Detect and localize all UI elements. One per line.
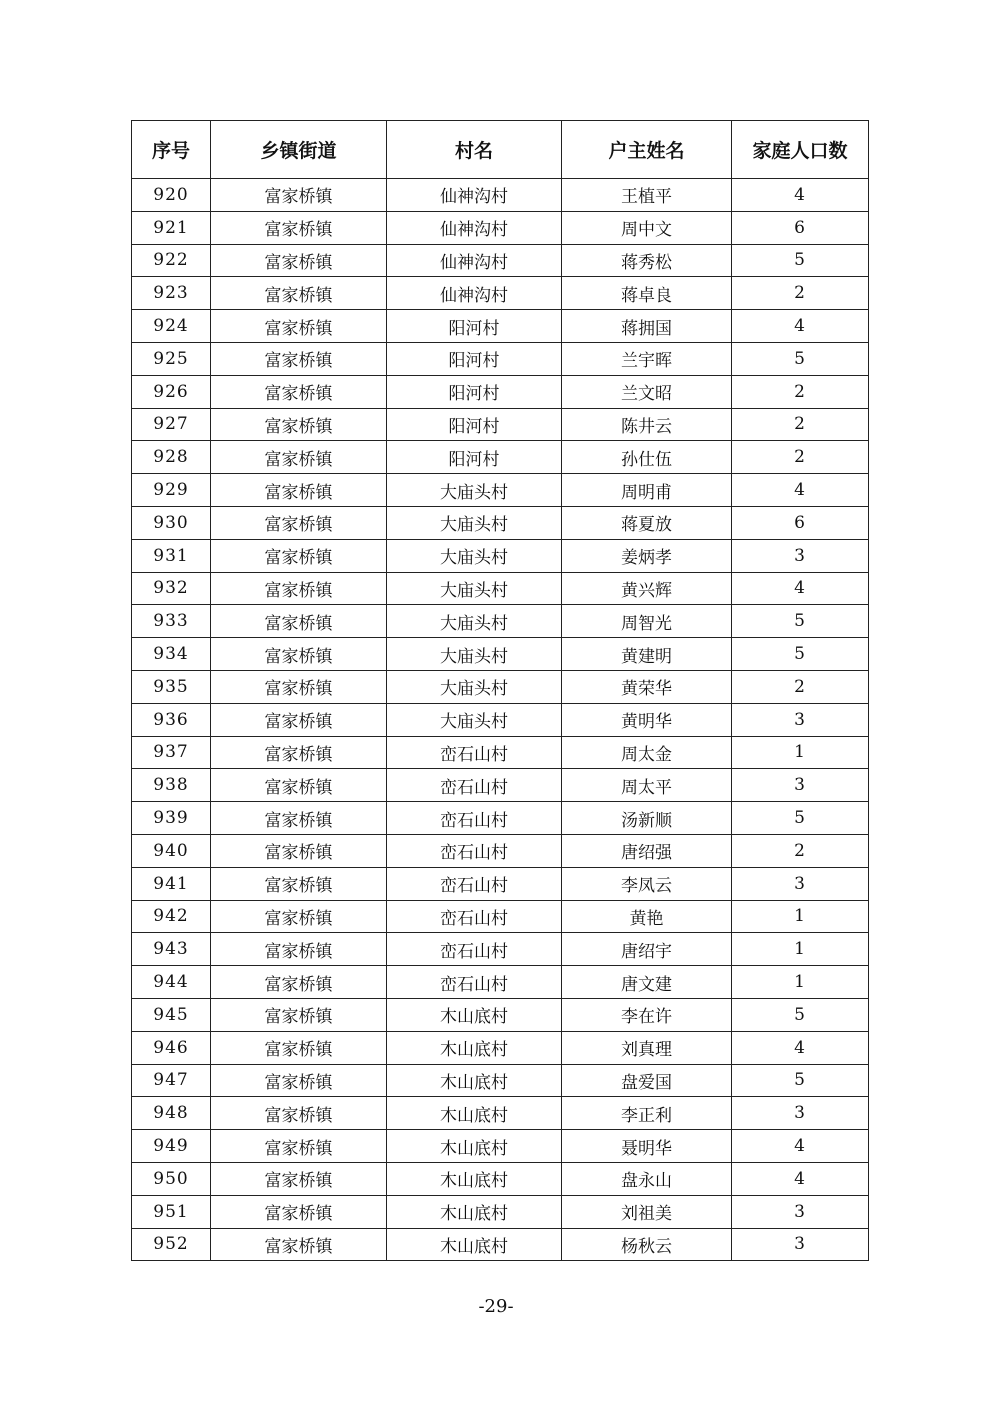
- township-cell: 富家桥镇: [211, 1064, 387, 1097]
- township-cell: 富家桥镇: [211, 638, 387, 671]
- table-row: [132, 244, 869, 277]
- township-cell: 富家桥镇: [211, 1162, 387, 1195]
- village-cell: 峦石山村: [387, 933, 562, 966]
- village-cell: 阳河村: [387, 342, 562, 375]
- family-size-cell: 4: [732, 179, 869, 212]
- header-township: 乡镇街道: [211, 121, 387, 179]
- township-cell: 富家桥镇: [211, 900, 387, 933]
- serial-number-cell: 951: [132, 1195, 211, 1228]
- table-row: [132, 1162, 869, 1195]
- household-head-cell: 孙仕伍: [562, 441, 732, 474]
- serial-number-cell: 929: [132, 474, 211, 507]
- family-size-cell: 5: [732, 1064, 869, 1097]
- household-head-cell: 蒋秀松: [562, 244, 732, 277]
- family-size-cell: 1: [732, 900, 869, 933]
- family-size-cell: 2: [732, 277, 869, 310]
- family-size-cell: 5: [732, 605, 869, 638]
- household-head-cell: 兰宇晖: [562, 342, 732, 375]
- township-cell: 富家桥镇: [211, 703, 387, 736]
- table-row: [132, 900, 869, 933]
- family-size-cell: 3: [732, 769, 869, 802]
- village-cell: 峦石山村: [387, 736, 562, 769]
- serial-number-cell: 948: [132, 1097, 211, 1130]
- township-cell: 富家桥镇: [211, 539, 387, 572]
- header-serial-number: 序号: [132, 121, 211, 179]
- serial-number-cell: 935: [132, 670, 211, 703]
- family-size-cell: 6: [732, 506, 869, 539]
- household-head-cell: 陈井云: [562, 408, 732, 441]
- family-size-cell: 3: [732, 867, 869, 900]
- household-head-cell: 周中文: [562, 211, 732, 244]
- village-cell: 峦石山村: [387, 966, 562, 999]
- table-row: [132, 1097, 869, 1130]
- family-size-cell: 4: [732, 310, 869, 343]
- village-cell: 仙神沟村: [387, 211, 562, 244]
- serial-number-cell: 942: [132, 900, 211, 933]
- serial-number-cell: 922: [132, 244, 211, 277]
- family-size-cell: 4: [732, 1130, 869, 1163]
- household-head-cell: 黄建明: [562, 638, 732, 671]
- serial-number-cell: 949: [132, 1130, 211, 1163]
- family-size-cell: 2: [732, 408, 869, 441]
- family-size-cell: 1: [732, 736, 869, 769]
- village-cell: 大庙头村: [387, 638, 562, 671]
- serial-number-cell: 934: [132, 638, 211, 671]
- village-cell: 仙神沟村: [387, 277, 562, 310]
- table-row: [132, 441, 869, 474]
- township-cell: 富家桥镇: [211, 933, 387, 966]
- household-head-cell: 兰文昭: [562, 375, 732, 408]
- township-cell: 富家桥镇: [211, 474, 387, 507]
- household-head-cell: 汤新顺: [562, 802, 732, 835]
- table-row: [132, 342, 869, 375]
- table-row: [132, 211, 869, 244]
- household-head-cell: 盘爱国: [562, 1064, 732, 1097]
- township-cell: 富家桥镇: [211, 834, 387, 867]
- serial-number-cell: 936: [132, 703, 211, 736]
- village-cell: 木山底村: [387, 1097, 562, 1130]
- serial-number-cell: 933: [132, 605, 211, 638]
- family-size-cell: 3: [732, 1228, 869, 1261]
- village-cell: 阳河村: [387, 441, 562, 474]
- serial-number-cell: 927: [132, 408, 211, 441]
- serial-number-cell: 921: [132, 211, 211, 244]
- serial-number-cell: 946: [132, 1031, 211, 1064]
- table-header-row: [132, 121, 869, 179]
- township-cell: 富家桥镇: [211, 572, 387, 605]
- village-cell: 大庙头村: [387, 474, 562, 507]
- household-table: [131, 120, 869, 1261]
- village-cell: 木山底村: [387, 1195, 562, 1228]
- table-row: [132, 310, 869, 343]
- serial-number-cell: 940: [132, 834, 211, 867]
- village-cell: 仙神沟村: [387, 244, 562, 277]
- household-head-cell: 李凤云: [562, 867, 732, 900]
- table-row: [132, 1228, 869, 1261]
- table-row: [132, 670, 869, 703]
- township-cell: 富家桥镇: [211, 408, 387, 441]
- township-cell: 富家桥镇: [211, 211, 387, 244]
- header-village: 村名: [387, 121, 562, 179]
- township-cell: 富家桥镇: [211, 179, 387, 212]
- serial-number-cell: 932: [132, 572, 211, 605]
- village-cell: 峦石山村: [387, 900, 562, 933]
- household-head-cell: 李在许: [562, 998, 732, 1031]
- township-cell: 富家桥镇: [211, 1130, 387, 1163]
- township-cell: 富家桥镇: [211, 375, 387, 408]
- serial-number-cell: 928: [132, 441, 211, 474]
- household-head-cell: 周智光: [562, 605, 732, 638]
- table-row: [132, 539, 869, 572]
- table-row: [132, 1195, 869, 1228]
- family-size-cell: 4: [732, 572, 869, 605]
- table-row: [132, 506, 869, 539]
- household-head-cell: 黄明华: [562, 703, 732, 736]
- serial-number-cell: 938: [132, 769, 211, 802]
- family-size-cell: 3: [732, 1097, 869, 1130]
- village-cell: 大庙头村: [387, 572, 562, 605]
- table-row: [132, 834, 869, 867]
- table-row: [132, 703, 869, 736]
- serial-number-cell: 920: [132, 179, 211, 212]
- family-size-cell: 2: [732, 834, 869, 867]
- township-cell: 富家桥镇: [211, 736, 387, 769]
- serial-number-cell: 937: [132, 736, 211, 769]
- table-row: [132, 933, 869, 966]
- village-cell: 木山底村: [387, 1031, 562, 1064]
- township-cell: 富家桥镇: [211, 342, 387, 375]
- township-cell: 富家桥镇: [211, 1195, 387, 1228]
- village-cell: 大庙头村: [387, 670, 562, 703]
- village-cell: 仙神沟村: [387, 179, 562, 212]
- township-cell: 富家桥镇: [211, 605, 387, 638]
- family-size-cell: 2: [732, 375, 869, 408]
- table-body: [132, 179, 869, 1261]
- village-cell: 木山底村: [387, 998, 562, 1031]
- township-cell: 富家桥镇: [211, 441, 387, 474]
- table-row: [132, 867, 869, 900]
- serial-number-cell: 924: [132, 310, 211, 343]
- family-size-cell: 6: [732, 211, 869, 244]
- township-cell: 富家桥镇: [211, 506, 387, 539]
- family-size-cell: 2: [732, 441, 869, 474]
- household-head-cell: 盘永山: [562, 1162, 732, 1195]
- village-cell: 大庙头村: [387, 506, 562, 539]
- household-head-cell: 蒋夏放: [562, 506, 732, 539]
- serial-number-cell: 952: [132, 1228, 211, 1261]
- table-row: [132, 408, 869, 441]
- family-size-cell: 4: [732, 474, 869, 507]
- table-row: [132, 769, 869, 802]
- table-row: [132, 998, 869, 1031]
- table-row: [132, 572, 869, 605]
- village-cell: 大庙头村: [387, 605, 562, 638]
- village-cell: 大庙头村: [387, 539, 562, 572]
- family-size-cell: 5: [732, 638, 869, 671]
- serial-number-cell: 931: [132, 539, 211, 572]
- household-head-cell: 蒋卓良: [562, 277, 732, 310]
- header-family-size: 家庭人口数: [732, 121, 869, 179]
- household-head-cell: 李正利: [562, 1097, 732, 1130]
- family-size-cell: 3: [732, 703, 869, 736]
- household-head-cell: 周太平: [562, 769, 732, 802]
- township-cell: 富家桥镇: [211, 966, 387, 999]
- township-cell: 富家桥镇: [211, 670, 387, 703]
- household-head-cell: 黄兴辉: [562, 572, 732, 605]
- serial-number-cell: 945: [132, 998, 211, 1031]
- family-size-cell: 5: [732, 998, 869, 1031]
- household-head-cell: 刘真理: [562, 1031, 732, 1064]
- village-cell: 峦石山村: [387, 867, 562, 900]
- village-cell: 木山底村: [387, 1064, 562, 1097]
- serial-number-cell: 926: [132, 375, 211, 408]
- township-cell: 富家桥镇: [211, 998, 387, 1031]
- serial-number-cell: 923: [132, 277, 211, 310]
- family-size-cell: 3: [732, 539, 869, 572]
- village-cell: 木山底村: [387, 1162, 562, 1195]
- table-row: [132, 474, 869, 507]
- serial-number-cell: 950: [132, 1162, 211, 1195]
- family-size-cell: 3: [732, 1195, 869, 1228]
- village-cell: 木山底村: [387, 1228, 562, 1261]
- serial-number-cell: 930: [132, 506, 211, 539]
- township-cell: 富家桥镇: [211, 769, 387, 802]
- household-head-cell: 唐绍强: [562, 834, 732, 867]
- household-head-cell: 唐绍宇: [562, 933, 732, 966]
- family-size-cell: 4: [732, 1031, 869, 1064]
- table-row: [132, 802, 869, 835]
- family-size-cell: 4: [732, 1162, 869, 1195]
- village-cell: 阳河村: [387, 310, 562, 343]
- household-head-cell: 蒋拥国: [562, 310, 732, 343]
- village-cell: 阳河村: [387, 375, 562, 408]
- table-row: [132, 179, 869, 212]
- header-household-head: 户主姓名: [562, 121, 732, 179]
- table-row: [132, 966, 869, 999]
- township-cell: 富家桥镇: [211, 1097, 387, 1130]
- table-row: [132, 736, 869, 769]
- serial-number-cell: 939: [132, 802, 211, 835]
- household-head-cell: 周明甫: [562, 474, 732, 507]
- family-size-cell: 1: [732, 933, 869, 966]
- family-size-cell: 5: [732, 244, 869, 277]
- table-row: [132, 375, 869, 408]
- household-head-cell: 姜炳孝: [562, 539, 732, 572]
- table-row: [132, 638, 869, 671]
- township-cell: 富家桥镇: [211, 244, 387, 277]
- village-cell: 峦石山村: [387, 834, 562, 867]
- village-cell: 阳河村: [387, 408, 562, 441]
- page-number: -29-: [478, 1296, 514, 1317]
- household-head-cell: 聂明华: [562, 1130, 732, 1163]
- household-head-cell: 杨秋云: [562, 1228, 732, 1261]
- household-head-cell: 黄艳: [562, 900, 732, 933]
- household-head-cell: 王植平: [562, 179, 732, 212]
- table-row: [132, 277, 869, 310]
- household-head-cell: 刘祖美: [562, 1195, 732, 1228]
- family-size-cell: 5: [732, 342, 869, 375]
- township-cell: 富家桥镇: [211, 1031, 387, 1064]
- township-cell: 富家桥镇: [211, 802, 387, 835]
- serial-number-cell: 944: [132, 966, 211, 999]
- village-cell: 峦石山村: [387, 769, 562, 802]
- village-cell: 峦石山村: [387, 802, 562, 835]
- table-row: [132, 1064, 869, 1097]
- village-cell: 大庙头村: [387, 703, 562, 736]
- serial-number-cell: 941: [132, 867, 211, 900]
- household-head-cell: 唐文建: [562, 966, 732, 999]
- table-row: [132, 1031, 869, 1064]
- township-cell: 富家桥镇: [211, 1228, 387, 1261]
- table-row: [132, 605, 869, 638]
- table-row: [132, 1130, 869, 1163]
- serial-number-cell: 943: [132, 933, 211, 966]
- family-size-cell: 5: [732, 802, 869, 835]
- township-cell: 富家桥镇: [211, 867, 387, 900]
- serial-number-cell: 925: [132, 342, 211, 375]
- township-cell: 富家桥镇: [211, 310, 387, 343]
- household-head-cell: 黄荣华: [562, 670, 732, 703]
- township-cell: 富家桥镇: [211, 277, 387, 310]
- household-head-cell: 周太金: [562, 736, 732, 769]
- family-size-cell: 2: [732, 670, 869, 703]
- serial-number-cell: 947: [132, 1064, 211, 1097]
- family-size-cell: 1: [732, 966, 869, 999]
- village-cell: 木山底村: [387, 1130, 562, 1163]
